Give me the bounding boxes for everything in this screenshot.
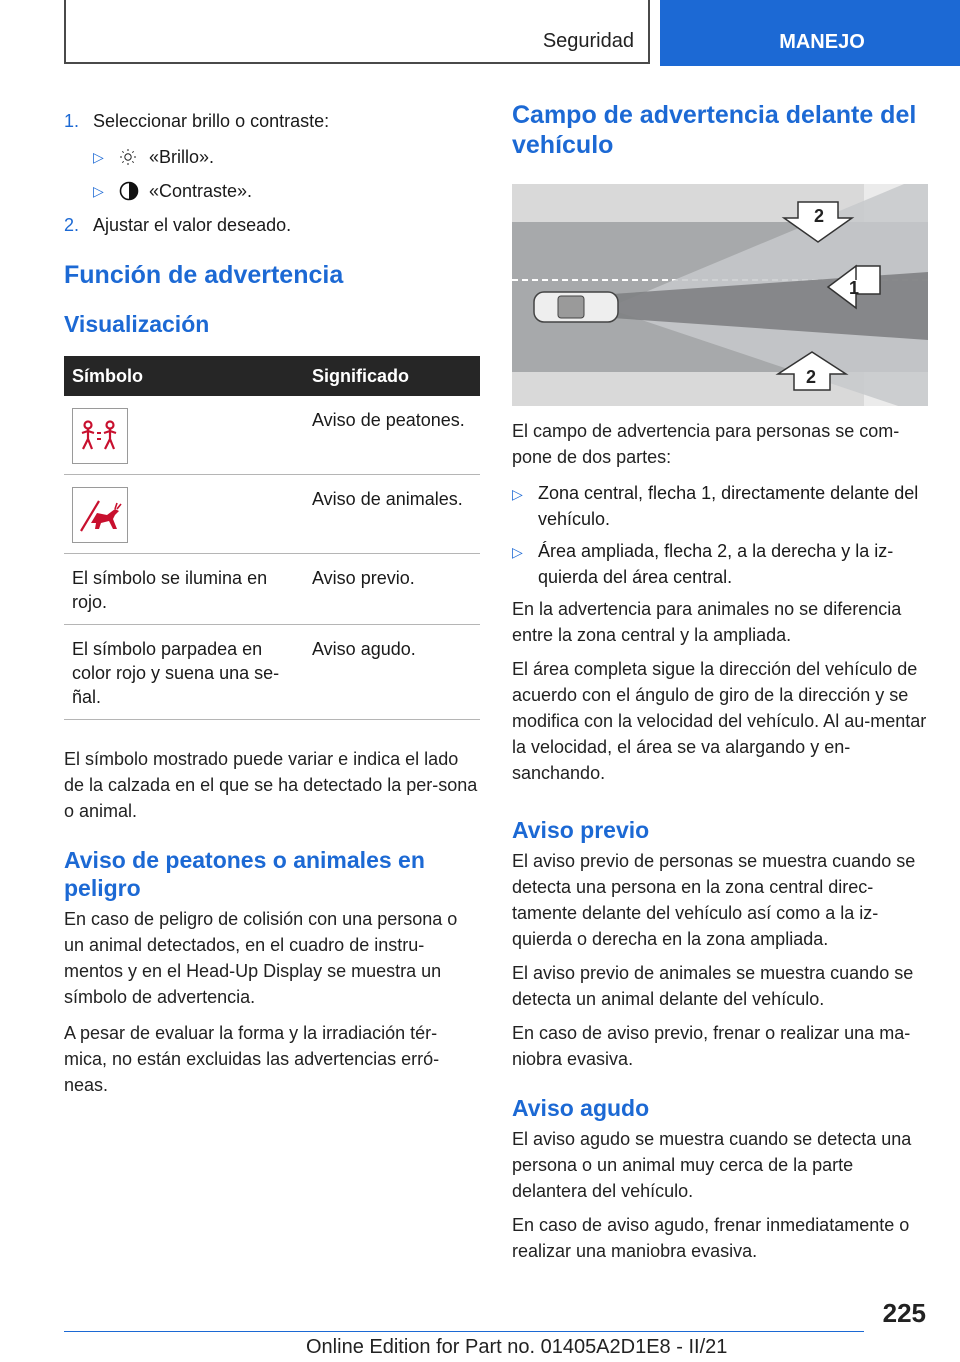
symbol-cell: El símbolo se ilumina en rojo. [64, 554, 304, 625]
meaning-cell: Aviso previo. [304, 554, 480, 625]
animal-warning-icon [72, 487, 128, 543]
warning-field-diagram [512, 184, 928, 406]
sun-icon [119, 148, 149, 166]
header-rule-left [64, 0, 66, 64]
paragraph-danger-2: A pesar de evaluar la forma y la irradiación tér-mica, no están excluidas las advertencias erró-neas. [64, 1023, 440, 1095]
chapter-tab-label: MANEJO [779, 30, 865, 53]
paragraph-danger-1: En caso de peligro de colisión con una persona o un animal detectados, en el cuadro de instru-mentos y en el Head-Up Display se muestra un símbolo de advertencia. [64, 909, 458, 1007]
paragraph-acute-1: El aviso agudo se muestra cuando se detecta una persona o un animal muy cerca de la parte delantera del vehículo. [512, 1129, 912, 1201]
list-item [512, 538, 928, 590]
symbol-cell [64, 396, 304, 475]
arrow-2-bottom-label: 2 [806, 367, 817, 387]
list-item [512, 480, 928, 532]
step-number: 1. [64, 111, 80, 131]
paragraph-field-intro: El campo de advertencia para personas se com-pone de dos partes: [512, 421, 900, 467]
header-rule-bottom [64, 62, 650, 64]
symbol-cell: El símbolo parpadea en color rojo y suena una se-ñal. [64, 625, 304, 720]
meaning-cell: Aviso de animales. [304, 475, 480, 554]
list-item-text: Zona central, flecha 1, directamente delante del vehículo. [538, 483, 919, 529]
heading-acute-warning: Aviso agudo [512, 1095, 650, 1121]
footer-edition: Online Edition for Part no. 01405A2D1E8 - II/21 [306, 1336, 728, 1358]
table-header-meaning: Significado [304, 356, 480, 396]
triangle-bullet-icon: ▷ [512, 486, 523, 502]
heading-warning-field: Campo de advertencia delante del vehículo [512, 101, 917, 159]
table-header-row [64, 356, 480, 396]
list-item-text: Área ampliada, flecha 2, a la derecha y la iz-quierda del área central. [538, 541, 894, 587]
arrow-2-top-label: 2 [814, 206, 825, 226]
step-2 [64, 212, 480, 238]
step-text: Ajustar el valor deseado. [93, 215, 292, 235]
heading-warning-function: Función de advertencia [64, 261, 344, 289]
substep-text: «Contraste». [149, 181, 253, 201]
triangle-bullet-icon: ▷ [93, 149, 104, 165]
paragraph-pre-1: El aviso previo de personas se muestra cuando se detecta una persona en la zona central direc-tamente delante del vehículo así como a la iz-quierda o derecha en la zona ampliada. [512, 851, 916, 949]
paragraph-symbol-side: El símbolo mostrado puede variar e indica el lado de la calzada en el que se ha detectado la per-sona o animal. [64, 749, 478, 821]
paragraph-acute-2: En caso de aviso agudo, frenar inmediatamente o realizar una maniobra evasiva. [512, 1215, 910, 1261]
heading-pre-warning: Aviso previo [512, 817, 650, 843]
right-column [512, 100, 928, 1264]
table-row [64, 396, 480, 475]
substep-brightness [93, 144, 480, 170]
section-title: Seguridad [542, 30, 634, 52]
contrast-icon [119, 181, 149, 201]
substep-contrast [93, 178, 480, 204]
header-rule-right [648, 0, 650, 64]
table-header-symbol: Símbolo [64, 356, 304, 396]
step-1 [64, 108, 480, 134]
heading-danger-warning: Aviso de peatones o animales en peligro [64, 847, 425, 901]
arrow-1-label: 1 [849, 278, 860, 298]
step-text: Seleccionar brillo o contraste: [93, 111, 330, 131]
paragraph-field-2: En la advertencia para animales no se diferencia entre la zona central y la ampliada. [512, 599, 902, 645]
pedestrian-warning-icon [72, 408, 128, 464]
substep-text: «Brillo». [149, 147, 215, 167]
triangle-bullet-icon: ▷ [512, 544, 523, 560]
paragraph-pre-3: En caso de aviso previo, frenar o realizar una ma-niobra evasiva. [512, 1023, 911, 1069]
page-number: 225 [882, 1298, 926, 1328]
table-row [64, 554, 480, 625]
symbol-table [64, 356, 480, 720]
triangle-bullet-icon: ▷ [93, 183, 104, 199]
heading-display: Visualización [64, 311, 210, 337]
table-row [64, 475, 480, 554]
footer-rule [64, 1331, 864, 1332]
paragraph-pre-2: El aviso previo de animales se muestra cuando se detecta un animal delante del vehículo. [512, 963, 914, 1009]
symbol-cell [64, 475, 304, 554]
step-number: 2. [64, 215, 80, 235]
paragraph-field-3: El área completa sigue la dirección del vehículo de acuerdo con el ángulo de giro de la dirección y se modifica con la velocidad del vehículo. Al au-mentar la velocidad, el área se va alargando y en-sanchando. [512, 659, 927, 783]
chapter-tab[interactable] [660, 0, 960, 66]
meaning-cell: Aviso de peatones. [304, 396, 480, 475]
table-row [64, 625, 480, 720]
left-column [64, 108, 480, 1098]
meaning-cell: Aviso agudo. [304, 625, 480, 720]
